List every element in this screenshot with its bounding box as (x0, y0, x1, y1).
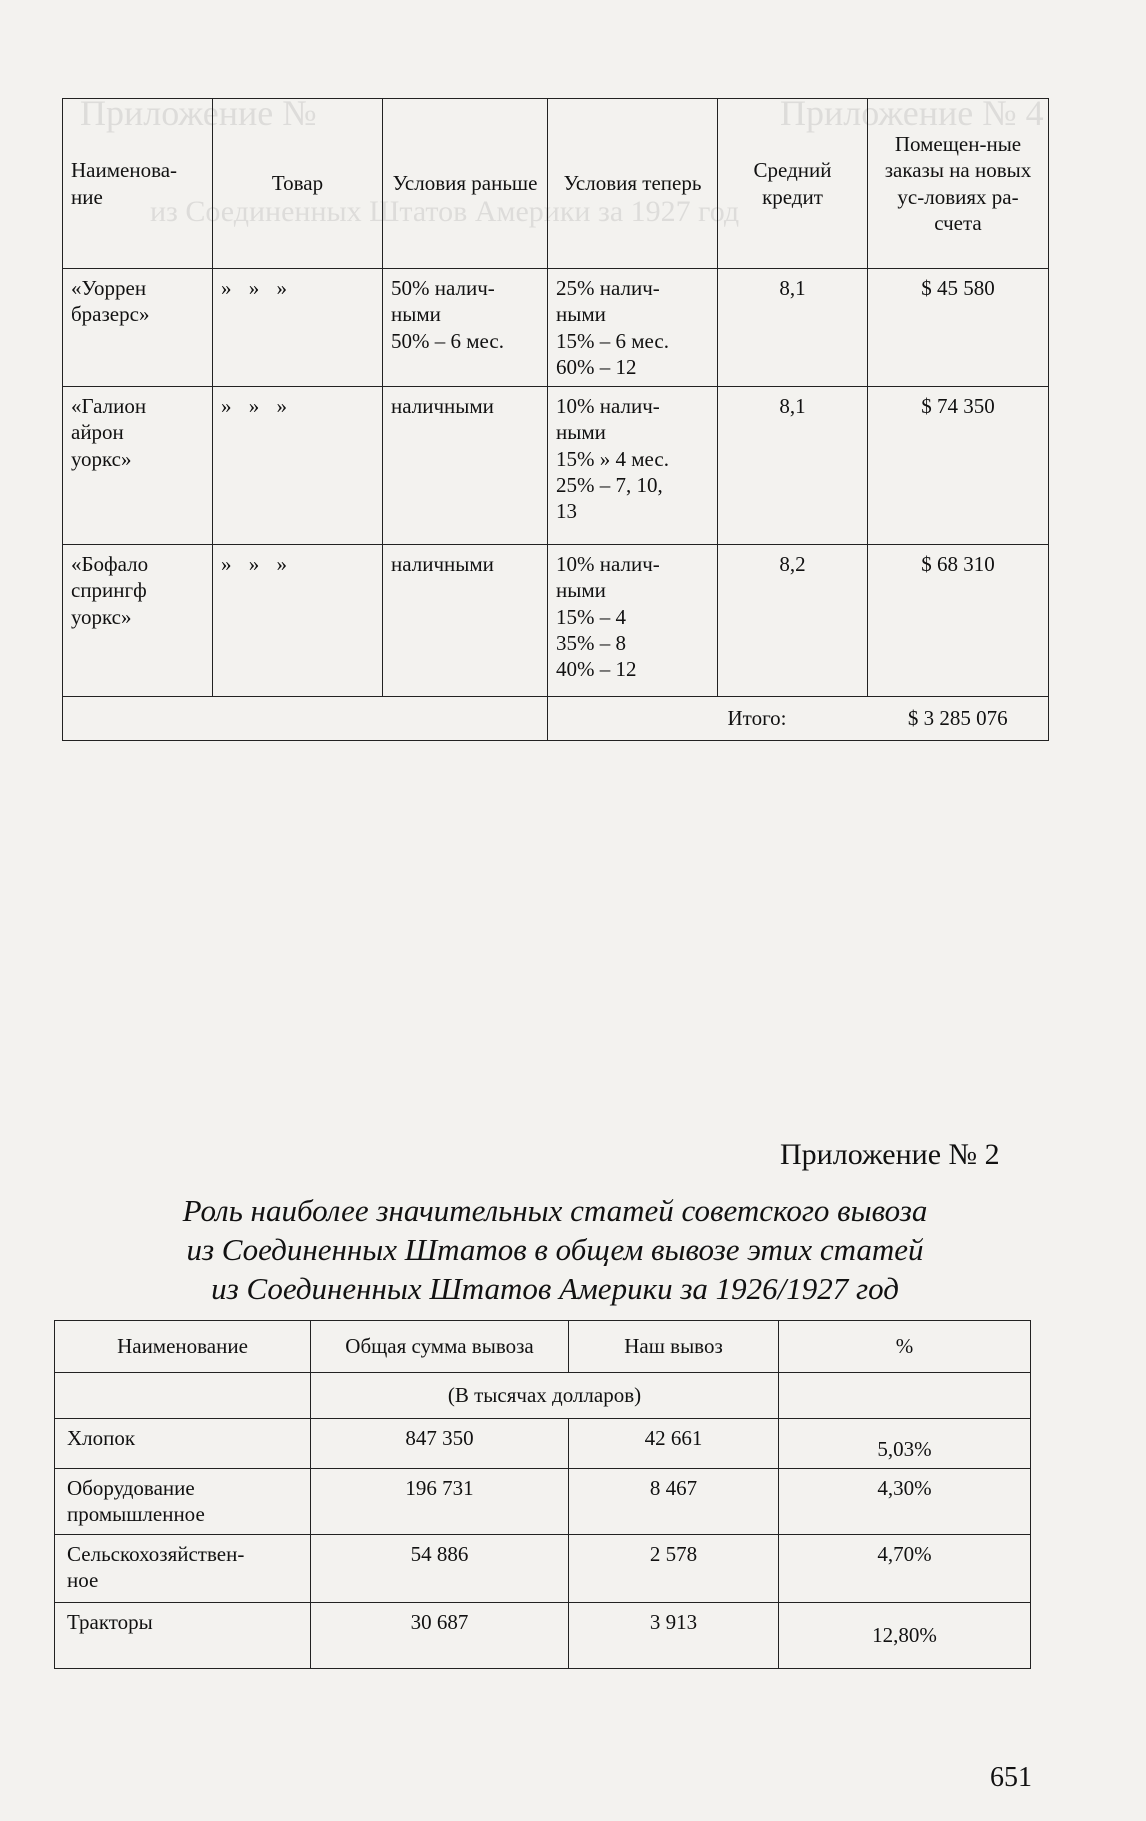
orders-table (62, 98, 1049, 741)
cell-total: 847 350 (311, 1419, 569, 1469)
cell-before: 50% налич- ными 50% – 6 мес. (383, 269, 548, 387)
cell-name: «Галион айрон уоркс» (63, 387, 213, 545)
title-line: Роль наиболее значительных статей советского вывоза (182, 1193, 928, 1228)
cell-goods: » » » (213, 269, 383, 387)
header-goods: Товар (213, 99, 383, 269)
header-credit: Средний кредит (718, 99, 868, 269)
export-table (54, 1320, 1031, 1669)
cell-ours: 3 913 (569, 1603, 779, 1669)
table-row (55, 1535, 1031, 1603)
header-name: Наименова- ние (63, 99, 213, 269)
cell-name: Оборудование промышленное (55, 1469, 311, 1535)
bleed-through: Приложение № 4 (780, 93, 1044, 133)
cell-credit: 8,1 (718, 387, 868, 545)
page-number: 651 (990, 1762, 1032, 1793)
header-ours: Наш вывоз (569, 1321, 779, 1373)
appendix-heading: Приложение № 2 (780, 1138, 1000, 1171)
table-row (55, 1469, 1031, 1535)
units-blank (55, 1373, 311, 1419)
cell-now: 10% налич- ными 15% – 4 35% – 8 40% – 12 (548, 545, 718, 697)
cell-ours: 42 661 (569, 1419, 779, 1469)
table-row (55, 1419, 1031, 1469)
total-blank (63, 697, 213, 741)
cell-pct: 5,03% (779, 1419, 1031, 1469)
cell-name: Хлопок (55, 1419, 311, 1469)
cell-pct: 12,80% (779, 1603, 1031, 1669)
cell-name: «Бофало спрингф уоркс» (63, 545, 213, 697)
cell-goods: » » » (213, 387, 383, 545)
cell-before: наличными (383, 387, 548, 545)
header-total: Общая сумма вывоза (311, 1321, 569, 1373)
table-row (63, 545, 1049, 697)
cell-ours: 8 467 (569, 1469, 779, 1535)
cell-orders: $ 68 310 (868, 545, 1049, 697)
total-blank (548, 697, 718, 741)
cell-now: 25% налич- ными 15% – 6 мес. 60% – 12 (548, 269, 718, 387)
export-table-header (55, 1321, 1031, 1373)
header-pct: % (779, 1321, 1031, 1373)
cell-credit: 8,1 (718, 269, 868, 387)
cell-total: 30 687 (311, 1603, 569, 1669)
cell-goods: » » » (213, 545, 383, 697)
cell-credit: 8,2 (718, 545, 868, 697)
cell-before: наличными (383, 545, 548, 697)
bleed-through: из Соединенных Штатов Америки за 1927 год (150, 195, 740, 228)
total-blank (213, 697, 383, 741)
table-row (63, 387, 1049, 545)
cell-name: «Уоррен бразерс» (63, 269, 213, 387)
total-row (63, 697, 1049, 741)
total-label: Итого: (718, 697, 868, 741)
header-name: Наименование (55, 1321, 311, 1373)
appendix-title (62, 1192, 1048, 1308)
cell-pct: 4,30% (779, 1469, 1031, 1535)
cell-name: Тракторы (55, 1603, 311, 1669)
table-row (55, 1603, 1031, 1669)
header-orders: Помещен-ные заказы на новых ус-ловиях ра-счета (868, 99, 1049, 269)
bleed-through: Приложение № (80, 93, 317, 133)
units-blank (779, 1373, 1031, 1419)
cell-pct: 4,70% (779, 1535, 1031, 1603)
units-row (55, 1373, 1031, 1419)
title-line: из Соединенных Штатов в общем вывозе этих статей (186, 1231, 924, 1267)
cell-total: 54 886 (311, 1535, 569, 1603)
orders-table-header (63, 99, 1049, 269)
total-blank (383, 697, 548, 741)
header-now: Условия теперь (548, 99, 718, 269)
units-label: (В тысячах долларов) (311, 1373, 779, 1419)
cell-name: Сельскохозяйствен- ное (55, 1535, 311, 1603)
table-row (63, 269, 1049, 387)
title-line: из Соединенных Штатов Америки за 1926/1927 год (211, 1270, 899, 1306)
cell-ours: 2 578 (569, 1535, 779, 1603)
cell-now: 10% налич- ными 15% » 4 мес. 25% – 7, 10, 13 (548, 387, 718, 545)
cell-total: 196 731 (311, 1469, 569, 1535)
header-before: Условия раньше (383, 99, 548, 269)
cell-orders: $ 74 350 (868, 387, 1049, 545)
cell-orders: $ 45 580 (868, 269, 1049, 387)
total-value: $ 3 285 076 (868, 697, 1049, 741)
